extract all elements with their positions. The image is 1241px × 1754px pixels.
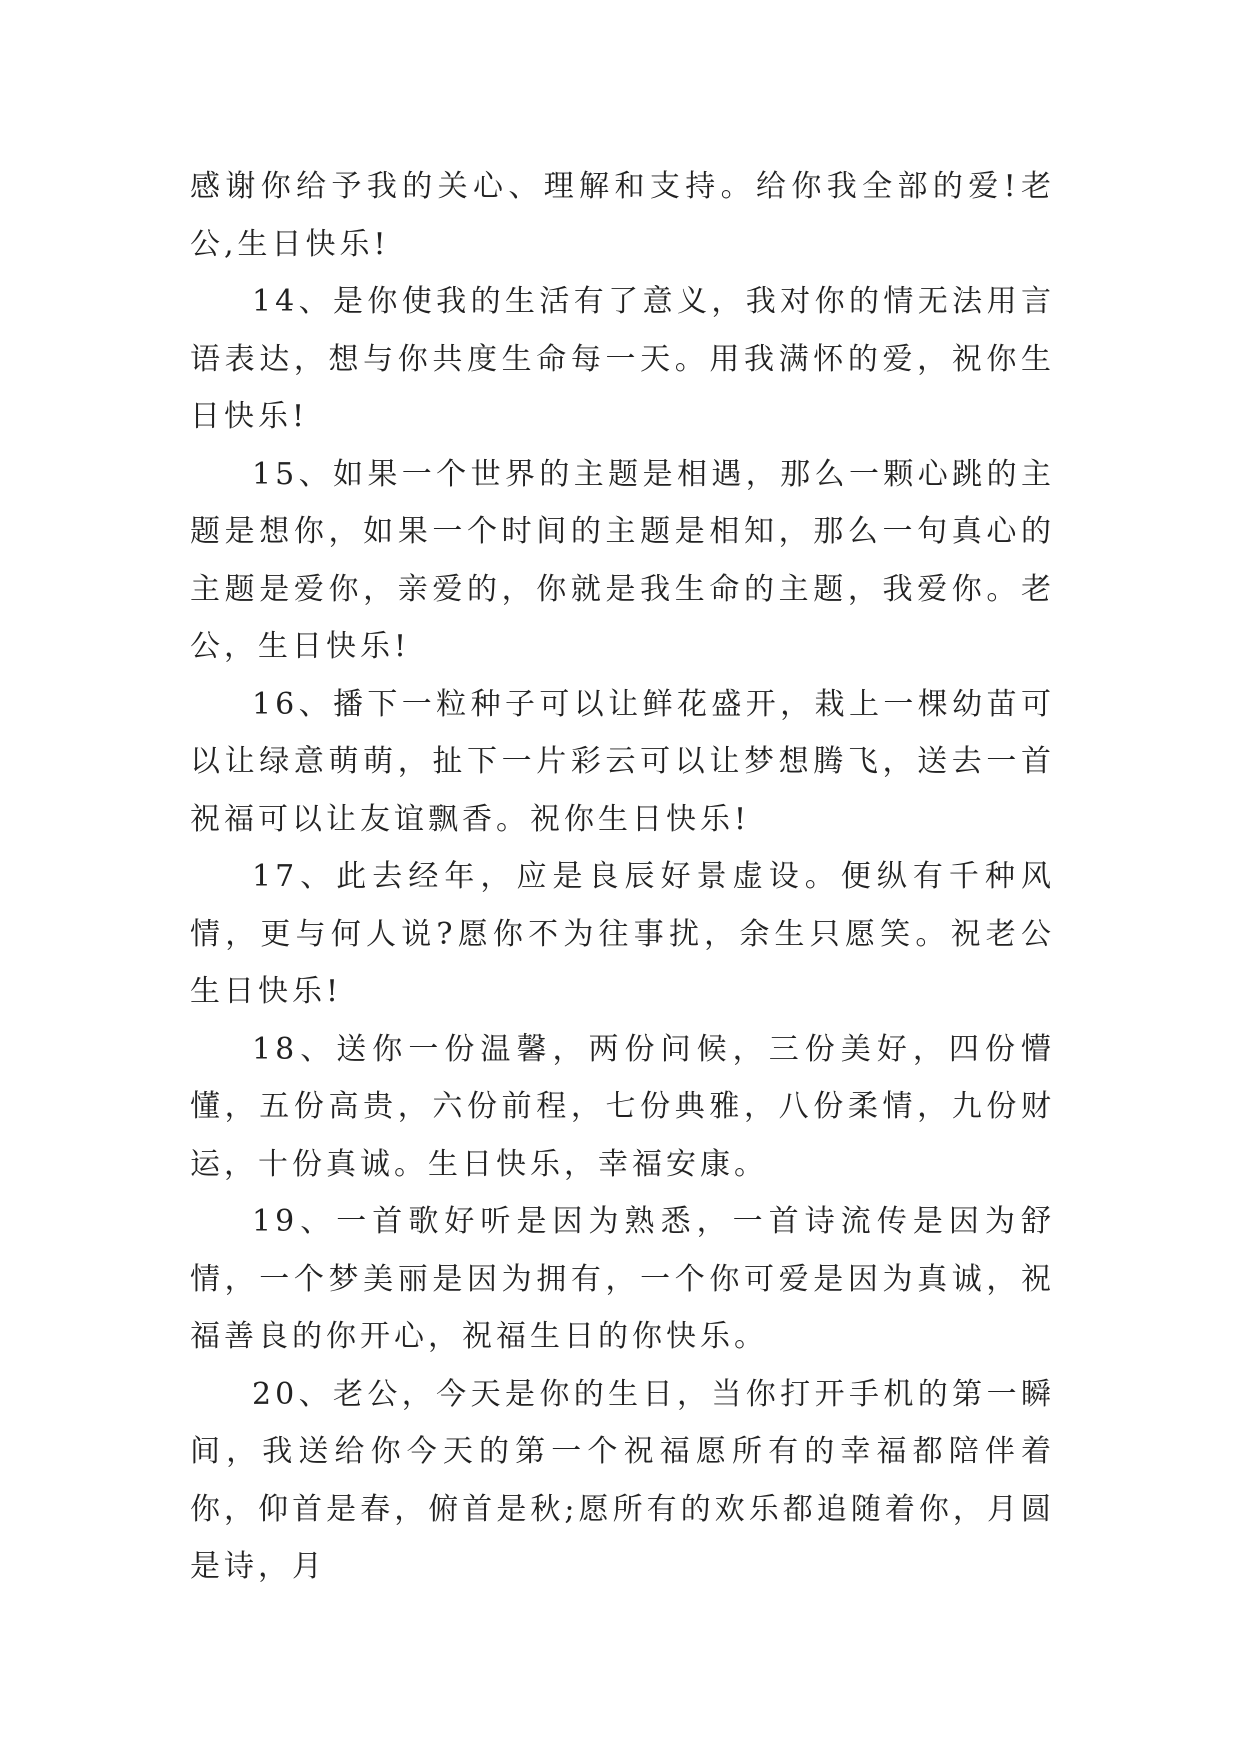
paragraph-item-17: 17、此去经年，应是良辰好景虚设。便纵有千种风情，更与何人说?愿你不为往事扰，余生只愿笑。祝老公生日快乐!: [190, 859, 1055, 1009]
paragraph-item-19: 19、一首歌好听是因为熟悉，一首诗流传是因为舒情，一个梦美丽是因为拥有，一个你可爱是因为真诚，祝福善良的你开心，祝福生日的你快乐。: [190, 1204, 1055, 1354]
paragraph-item-15: 15、如果一个世界的主题是相遇，那么一颗心跳的主题是想你，如果一个时间的主题是相知，那么一句真心的主题是爱你，亲爱的，你就是我生命的主题，我爱你。老公，生日快乐!: [190, 456, 1055, 664]
paragraph-continuation: 感谢你给予我的关心、理解和支持。给你我全部的爱!老公,生日快乐!: [190, 169, 1055, 262]
paragraph-item-14: 14、是你使我的生活有了意义，我对你的情无法用言语表达，想与你共度生命每一天。用我满怀的爱，祝你生日快乐!: [190, 284, 1055, 434]
paragraph-item-16: 16、播下一粒种子可以让鲜花盛开，栽上一棵幼苗可以让绿意萌萌，扯下一片彩云可以让梦想腾飞，送去一首祝福可以让友谊飘香。祝你生日快乐!: [190, 686, 1055, 837]
document-body: [190, 158, 1055, 1596]
paragraph-item-20: 20、老公，今天是你的生日，当你打开手机的第一瞬间，我送给你今天的第一个祝福愿所有的幸福都陪伴着你，仰首是春，俯首是秋;愿所有的欢乐都追随着你，月圆是诗，月: [190, 1376, 1055, 1584]
paragraph-item-18: 18、送你一份温馨，两份问候，三份美好，四份懵懂，五份高贵，六份前程，七份典雅，八份柔情，九份财运，十份真诚。生日快乐，幸福安康。: [190, 1031, 1055, 1182]
